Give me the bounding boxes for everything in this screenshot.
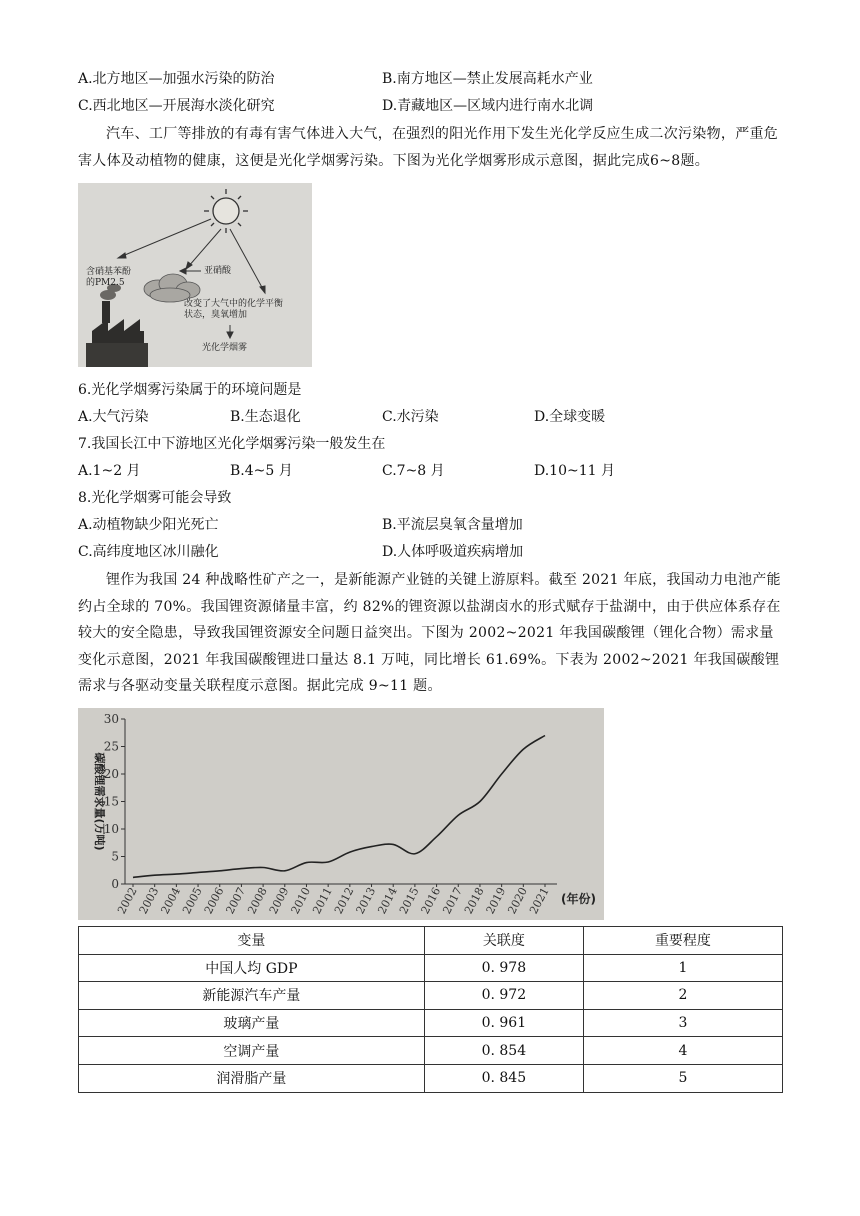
y-tick-label: 25 bbox=[103, 739, 119, 754]
intro-paragraph-2: 锂作为我国 24 种战略性矿产之一，是新能源产业链的关键上游原料。截至 2021 年底，我国动力电池产能约占全球的 70%。我国锂资源储量丰富，约 82%的锂资源以盐湖卤水的形式赋存于盐湖中，由于供应体系存在较大的安全隐患，导致我国锂资源安全问题日益突出。下图为 2002~2021 年我国碳酸锂（锂化合物）需求量变化示意图，2021 年我国碳酸锂进口量达 8.1 万吨，同比增长 61.69%。下表为 2002~2021 年我国碳酸锂需求与各驱动变量关联程度示意图。据此完成 9~11 题。 bbox=[78, 572, 781, 694]
intro-paragraph-1: 汽车、工厂等排放的有毒有害气体进入大气，在强烈的阳光作用下发生光化学反应生成二次污染物，严重危害人体及动植物的健康，这便是光化学烟雾污染。下图为光化学烟雾形成示意图，据此完成6~8题。 bbox=[78, 126, 779, 169]
table-cell: 0. 961 bbox=[424, 1009, 583, 1037]
option-d-prev: D.青藏地区—区域内进行南水北调 bbox=[382, 98, 594, 114]
table-cell: 润滑脂产量 bbox=[79, 1064, 425, 1092]
x-tick-label: 2012 bbox=[331, 885, 357, 917]
x-tick-label: 2015 bbox=[396, 885, 422, 917]
q8-option-b: B.平流层臭氧含量增加 bbox=[382, 517, 523, 533]
option-c-prev: C.西北地区—开展海水淡化研究 bbox=[78, 98, 275, 114]
table-header-row bbox=[79, 927, 783, 955]
label-nitrous-acid: 亚硝酸 bbox=[204, 266, 232, 276]
x-tick-label: 2004 bbox=[158, 885, 184, 917]
table-cell: 4 bbox=[583, 1037, 782, 1065]
table-header: 重要程度 bbox=[583, 927, 782, 955]
q7-option-b: B.4~5 月 bbox=[230, 463, 293, 479]
q6-option-b: B.生态退化 bbox=[230, 409, 301, 425]
table-row bbox=[79, 1064, 783, 1092]
x-tick-label: 2003 bbox=[136, 885, 162, 917]
q6-option-a: A.大气污染 bbox=[78, 409, 149, 425]
option-b-prev: B.南方地区—禁止发展高耗水产业 bbox=[382, 71, 593, 87]
table-row bbox=[79, 954, 783, 982]
x-tick-label: 2006 bbox=[201, 885, 227, 917]
q7-option-d: D.10~11 月 bbox=[534, 463, 615, 479]
table-header: 变量 bbox=[79, 927, 425, 955]
x-tick-label: 2021 bbox=[527, 885, 552, 917]
table-cell: 中国人均 GDP bbox=[79, 954, 425, 982]
demand-series-line bbox=[133, 736, 545, 878]
q8-stem: 8.光化学烟雾可能会导致 bbox=[78, 490, 232, 506]
q6-option-d: D.全球变暖 bbox=[534, 409, 606, 425]
x-tick-label: 2014 bbox=[375, 885, 400, 917]
y-tick-label: 20 bbox=[103, 767, 119, 781]
table-row bbox=[79, 1009, 783, 1037]
x-tick-label: 2002 bbox=[115, 885, 140, 917]
x-tick-label: 2019 bbox=[483, 885, 509, 917]
x-tick-label: 2017 bbox=[440, 885, 465, 917]
q7-stem: 7.我国长江中下游地区光化学烟雾污染一般发生在 bbox=[78, 436, 386, 452]
y-tick-label: 10 bbox=[103, 822, 119, 836]
cloud-icon bbox=[144, 274, 200, 302]
x-tick-label: 2010 bbox=[288, 885, 314, 917]
table-header: 关联度 bbox=[424, 927, 583, 955]
table-row bbox=[79, 1037, 783, 1065]
x-tick-label: 2005 bbox=[180, 885, 205, 917]
q7-option-c: C.7~8 月 bbox=[382, 463, 445, 479]
table-cell: 0. 978 bbox=[424, 954, 583, 982]
table-cell: 玻璃产量 bbox=[79, 1009, 425, 1037]
y-tick-label: 15 bbox=[103, 794, 119, 809]
smog-diagram bbox=[78, 183, 312, 367]
table-cell: 5 bbox=[583, 1064, 782, 1092]
table-row bbox=[79, 982, 783, 1010]
label-pm25: 含硝基苯酚 的PM2.5 bbox=[86, 267, 132, 288]
table-cell: 空调产量 bbox=[79, 1037, 425, 1065]
x-tick-label: 2018 bbox=[461, 885, 487, 917]
y-tick-label: 30 bbox=[103, 712, 119, 726]
x-tick-label: 2009 bbox=[266, 885, 292, 917]
x-tick-label: 2007 bbox=[223, 885, 249, 917]
x-tick-label: 2008 bbox=[245, 885, 270, 917]
table-cell: 新能源汽车产量 bbox=[79, 982, 425, 1010]
correlation-table bbox=[78, 926, 783, 1093]
y-tick-label: 0 bbox=[111, 877, 119, 891]
q8-option-d: D.人体呼吸道疾病增加 bbox=[382, 544, 524, 560]
label-smog: 光化学烟雾 bbox=[202, 343, 248, 353]
y-tick-label: 5 bbox=[111, 849, 119, 864]
q8-option-c: C.高纬度地区冰川融化 bbox=[78, 544, 219, 560]
q6-option-c: C.水污染 bbox=[382, 409, 439, 425]
table-cell: 2 bbox=[583, 982, 782, 1010]
sun-icon bbox=[204, 189, 248, 233]
table-cell: 1 bbox=[583, 954, 782, 982]
q6-stem: 6.光化学烟雾污染属于的环境问题是 bbox=[78, 382, 302, 398]
table-cell: 3 bbox=[583, 1009, 782, 1037]
table-cell: 0. 845 bbox=[424, 1064, 583, 1092]
label-chemical-change: 改变了大气中的化学平衡 状态，臭氧增加 bbox=[184, 299, 284, 320]
y-axis-title: 碳酸锂需求量(万吨) bbox=[93, 752, 106, 851]
option-a-prev: A.北方地区—加强水污染的防治 bbox=[78, 71, 275, 87]
x-tick-label: 2016 bbox=[418, 885, 444, 917]
x-axis-title: (年份) bbox=[561, 892, 596, 906]
table-cell: 0. 972 bbox=[424, 982, 583, 1010]
lithium-demand-chart-svg bbox=[78, 708, 604, 920]
x-tick-label: 2011 bbox=[310, 885, 335, 917]
x-tick-label: 2020 bbox=[505, 885, 530, 917]
q8-option-a: A.动植物缺少阳光死亡 bbox=[78, 517, 219, 533]
lithium-demand-chart bbox=[78, 708, 604, 920]
x-tick-label: 2013 bbox=[353, 885, 379, 917]
factory-icon bbox=[86, 301, 148, 367]
table-cell: 0. 854 bbox=[424, 1037, 583, 1065]
q7-option-a: A.1~2 月 bbox=[78, 463, 141, 479]
